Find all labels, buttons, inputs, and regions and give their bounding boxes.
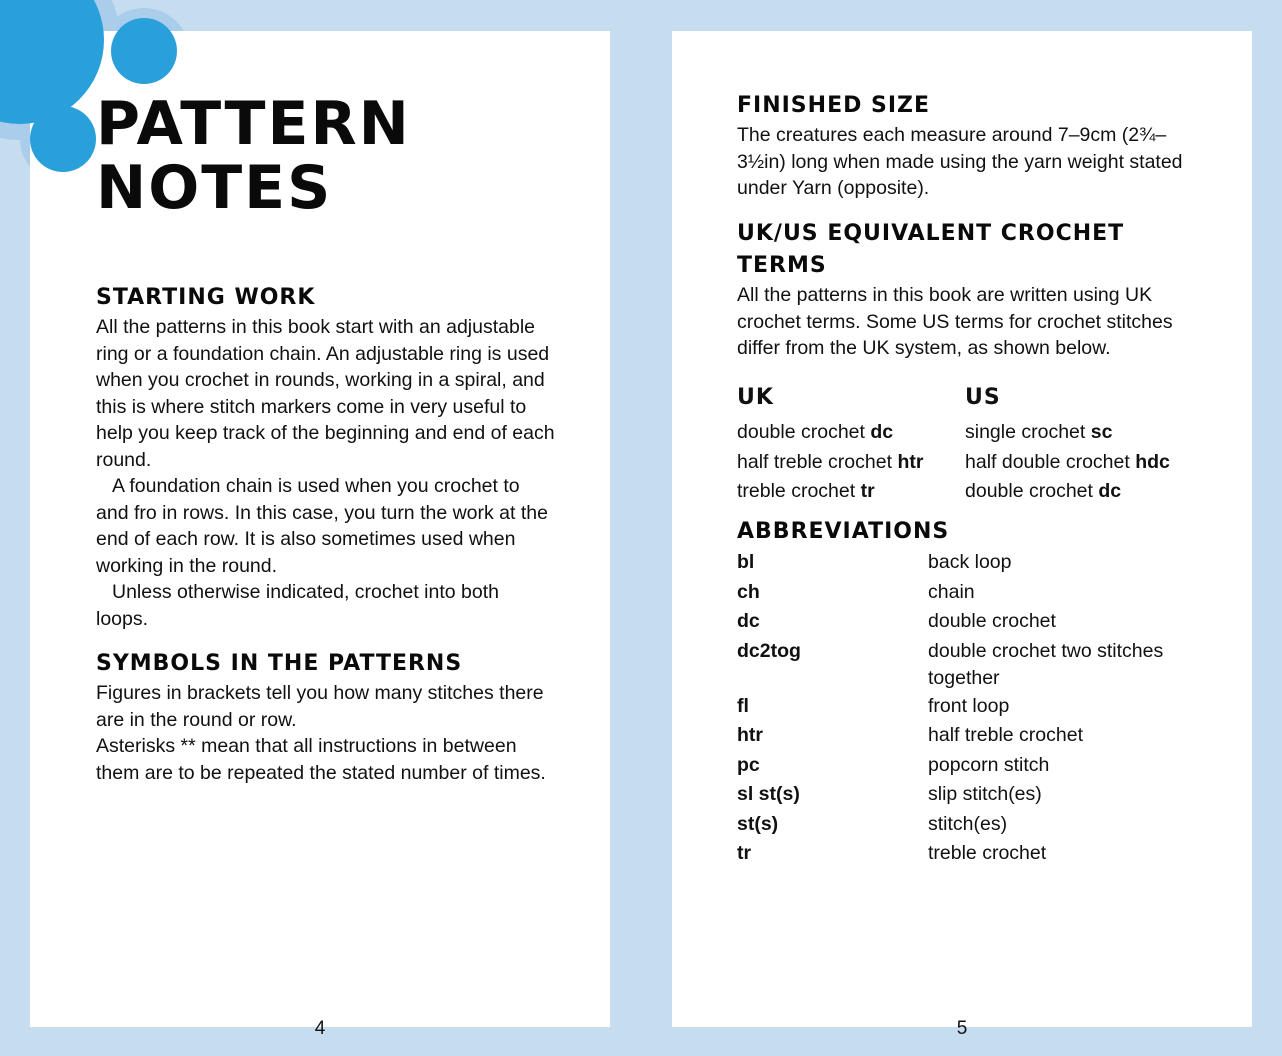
abbreviation-meaning: slip stitch(es) (928, 783, 1042, 805)
decorative-circle-medium (30, 106, 96, 172)
abbreviation: tr (737, 842, 752, 864)
symbols-section (96, 648, 556, 786)
abbreviation: bl (737, 551, 755, 573)
uk-term-abbr: dc (870, 421, 894, 443)
uk-us-section (737, 218, 1197, 362)
uk-term-name: double crochet (737, 421, 865, 443)
abbreviation-meaning: half treble crochet (928, 724, 1084, 746)
finished-size-section (737, 90, 1197, 202)
uk-us-text: All the patterns in this book are written using UK crochet terms. Some US terms for crochet stitches differ from the UK system, as shown below. (737, 284, 1173, 359)
symbols-paragraph: Figures in brackets tell you how many stitches there are in the round or row. (96, 682, 544, 731)
abbreviation: dc2tog (737, 639, 801, 662)
abbreviation: ch (737, 580, 760, 603)
abbreviation-row (737, 721, 1207, 751)
us-term-name: double crochet (965, 480, 1093, 502)
symbols-heading: SYMBOLS IN THE PATTERNS (96, 651, 463, 676)
us-term-abbr: sc (1090, 421, 1113, 443)
uk-term (737, 418, 923, 448)
abbreviation-row (737, 607, 1207, 637)
abbreviation-meaning: double crochet (928, 610, 1056, 632)
uk-term (737, 477, 923, 507)
uk-term-abbr: htr (897, 450, 924, 473)
decorative-circle-small (111, 18, 177, 84)
abbreviation-meaning: chain (928, 580, 975, 603)
abbreviation: dc (737, 610, 760, 632)
abbreviations-section (737, 516, 1207, 869)
abbreviation: pc (737, 753, 760, 776)
abbreviation-row (737, 548, 1207, 578)
abbreviation: sl st(s) (737, 783, 800, 805)
finished-size-heading: FINISHED SIZE (737, 93, 931, 118)
title-line-1: PATTERN (96, 89, 411, 159)
abbreviation: htr (737, 724, 763, 746)
abbreviation-meaning: popcorn stitch (928, 753, 1050, 776)
abbreviation-meaning: double crochet two stitches together (928, 639, 1164, 689)
abbreviation-row (737, 780, 1207, 810)
page-title-overlay (96, 89, 411, 223)
uk-term (737, 448, 923, 478)
title-line-2: NOTES (96, 153, 333, 223)
us-term (965, 477, 1170, 507)
uk-column (737, 382, 923, 507)
us-column (965, 382, 1170, 507)
abbreviations-list (737, 548, 1207, 869)
abbreviation-row (737, 578, 1207, 608)
abbreviation-row (737, 692, 1207, 722)
finished-size-text: The creatures each measure around 7–9cm (2¾–3½in) long when made using the yarn weight stated under Yarn (opposite). (737, 124, 1183, 199)
starting-work-section (96, 282, 556, 632)
abbreviation-meaning: front loop (928, 694, 1010, 717)
abbreviation-row (737, 637, 1207, 692)
uk-term-abbr: tr (860, 480, 875, 502)
us-column-heading: US (965, 385, 1001, 410)
uk-column-heading: UK (737, 385, 774, 410)
symbols-paragraph: Asterisks ** mean that all instructions in between them are to be repeated the stated number of times. (96, 735, 546, 784)
us-term-name: half double crochet (965, 450, 1130, 473)
uk-us-terms-table (737, 382, 1207, 502)
right-page (672, 31, 1252, 1039)
starting-work-heading: STARTING WORK (96, 285, 316, 310)
starting-work-paragraph: A foundation chain is used when you crochet to and fro in rows. In this case, you turn the work at the end of each row. It is also sometimes used when working in the round. (96, 475, 548, 577)
abbreviation-row (737, 810, 1207, 840)
starting-work-paragraph: All the patterns in this book start with an adjustable ring or a foundation chain. An adjustable ring is used when you crochet in rounds, working in a spiral, and this is where stitch markers come in very useful to help you keep track of the beginning and end of each round. (96, 316, 555, 471)
starting-work-paragraph: Unless otherwise indicated, crochet into both loops. (96, 581, 499, 630)
us-term (965, 448, 1170, 478)
abbreviation-row (737, 839, 1207, 869)
abbreviations-heading: ABBREVIATIONS (737, 519, 950, 544)
us-term-abbr: dc (1098, 480, 1122, 502)
abbreviation: st(s) (737, 812, 779, 835)
abbreviation-meaning: stitch(es) (928, 812, 1008, 835)
page-number: 4 (314, 1018, 326, 1039)
abbreviation: fl (737, 694, 749, 717)
uk-us-heading: UK/US EQUIVALENT CROCHET TERMS (737, 221, 1125, 278)
abbreviation-meaning: treble crochet (928, 842, 1047, 864)
page-number: 5 (956, 1018, 968, 1039)
abbreviation-row (737, 751, 1207, 781)
us-term-abbr: hdc (1135, 450, 1170, 473)
us-term (965, 418, 1170, 448)
us-term-name: single crochet (965, 421, 1086, 443)
uk-term-name: treble crochet (737, 480, 856, 502)
uk-term-name: half treble crochet (737, 450, 893, 473)
abbreviation-meaning: back loop (928, 551, 1012, 573)
